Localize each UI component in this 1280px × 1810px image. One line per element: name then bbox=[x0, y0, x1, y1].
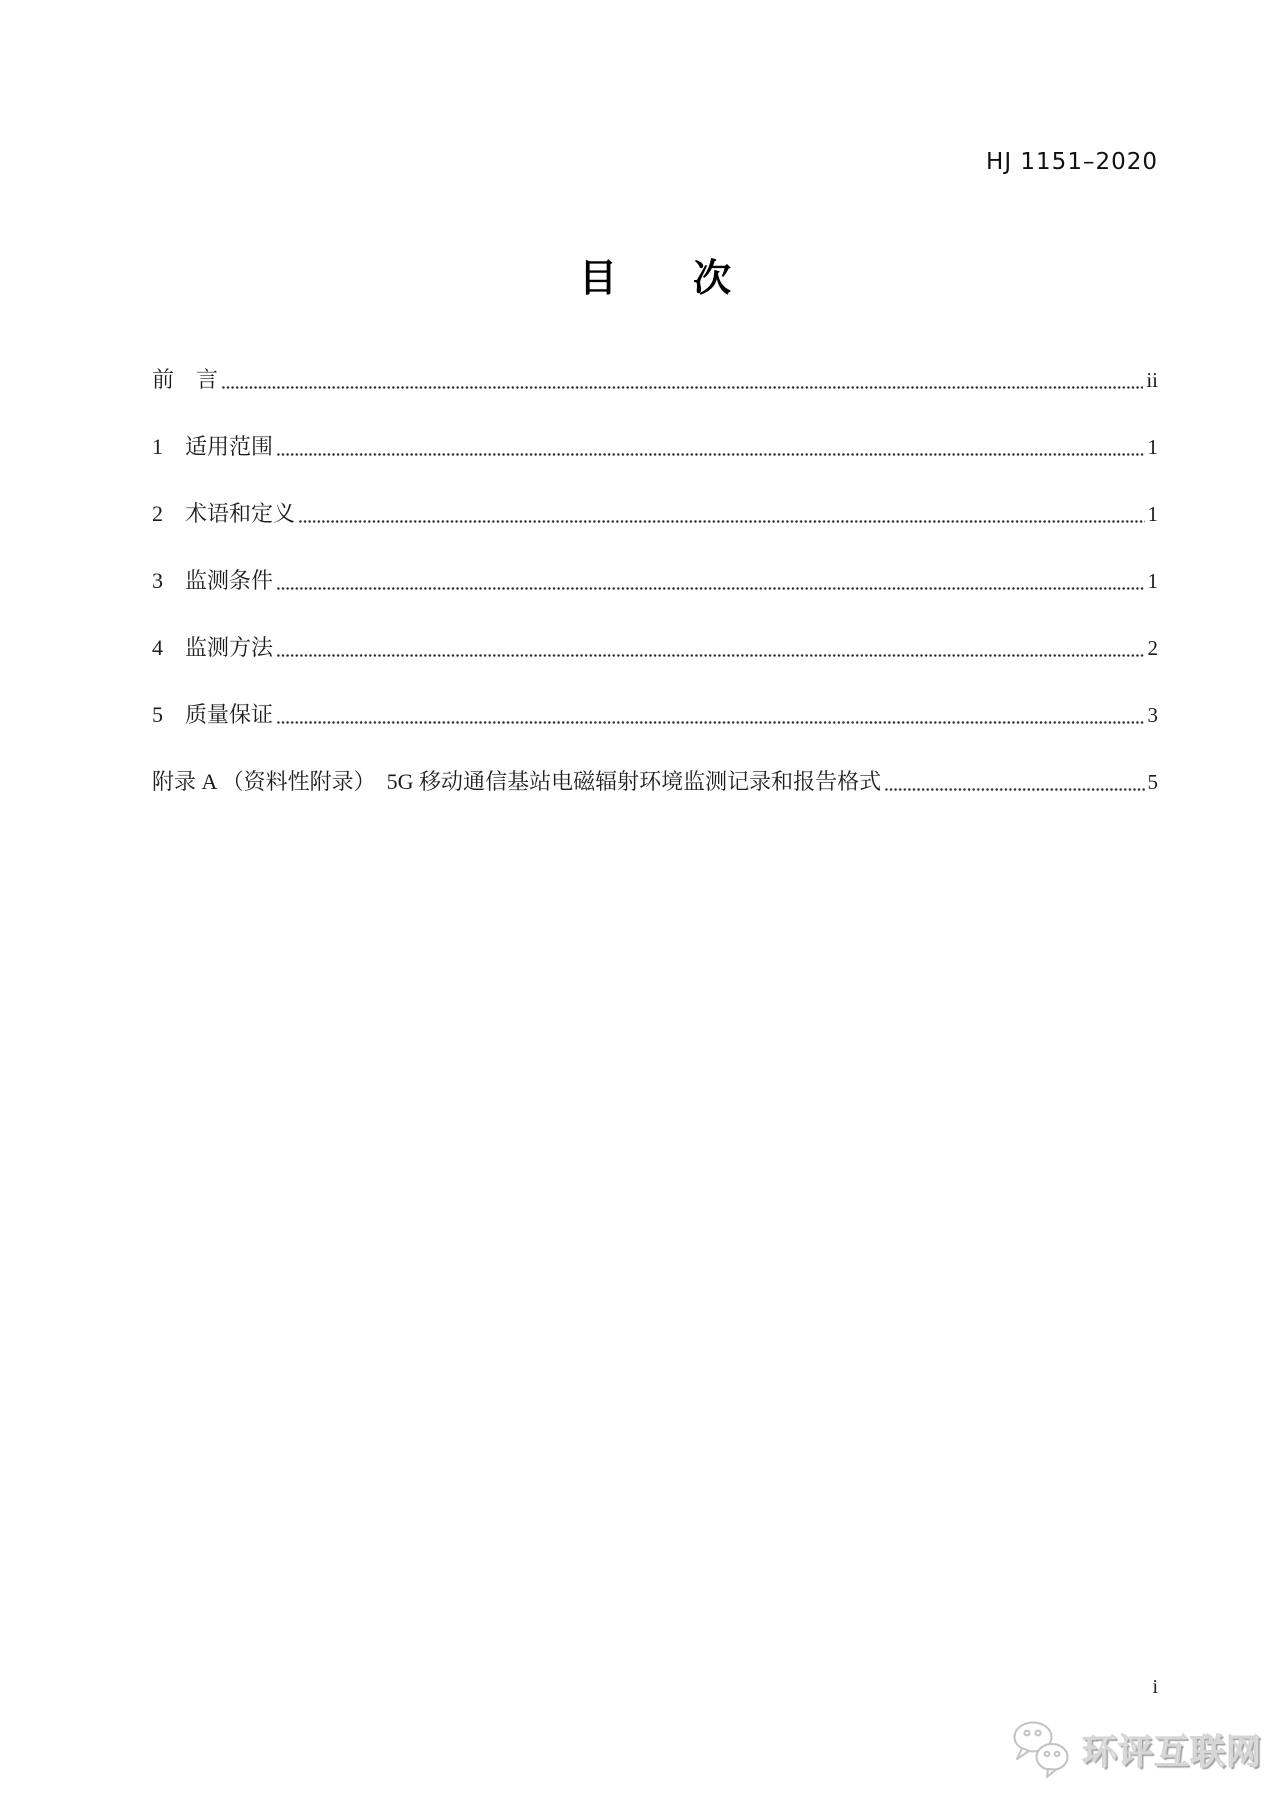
standard-number: HJ 1151–2020 bbox=[986, 149, 1158, 175]
toc-entry-scope bbox=[152, 433, 1158, 461]
toc-entry-page: 2 bbox=[1147, 636, 1158, 660]
page-number: i bbox=[1152, 1676, 1158, 1698]
toc-entry-foreword bbox=[152, 366, 1158, 394]
toc-entry-page: 1 bbox=[1147, 569, 1158, 593]
dot-leader bbox=[299, 519, 1144, 524]
toc-entry-conditions bbox=[152, 567, 1158, 595]
watermark-text: 环评互联网 bbox=[1082, 1733, 1263, 1772]
toc-entry-appendix-a bbox=[152, 768, 1158, 796]
toc-entry-page: ii bbox=[1146, 368, 1158, 392]
toc-entry-page: 1 bbox=[1147, 435, 1158, 459]
toc-entry-methods bbox=[152, 634, 1158, 662]
dot-leader bbox=[222, 385, 1143, 390]
toc-entry-page: 1 bbox=[1147, 502, 1158, 526]
watermark bbox=[1010, 1720, 1262, 1780]
toc-entry-page: 3 bbox=[1147, 703, 1158, 727]
toc-entry-label: 附录 A （资料性附录） 5G 移动通信基站电磁辐射环境监测记录和报告格式 bbox=[152, 769, 882, 794]
table-of-contents bbox=[152, 366, 1158, 835]
toc-entry-terms bbox=[152, 500, 1158, 528]
toc-entry-label: 2 术语和定义 bbox=[152, 501, 296, 526]
toc-entry-page: 5 bbox=[1147, 770, 1158, 794]
toc-entry-label: 5 质量保证 bbox=[152, 702, 274, 727]
dot-leader bbox=[277, 720, 1144, 725]
dot-leader bbox=[277, 586, 1144, 591]
dot-leader bbox=[885, 787, 1144, 792]
toc-entry-quality bbox=[152, 701, 1158, 729]
page-title: 目 次 bbox=[578, 258, 731, 300]
toc-entry-label: 4 监测方法 bbox=[152, 635, 274, 660]
toc-entry-label: 1 适用范围 bbox=[152, 434, 274, 459]
dot-leader bbox=[277, 653, 1144, 658]
toc-entry-label: 前 言 bbox=[152, 367, 219, 392]
toc-entry-label: 3 监测条件 bbox=[152, 568, 274, 593]
dot-leader bbox=[277, 452, 1144, 457]
wechat-icon bbox=[1010, 1720, 1074, 1780]
